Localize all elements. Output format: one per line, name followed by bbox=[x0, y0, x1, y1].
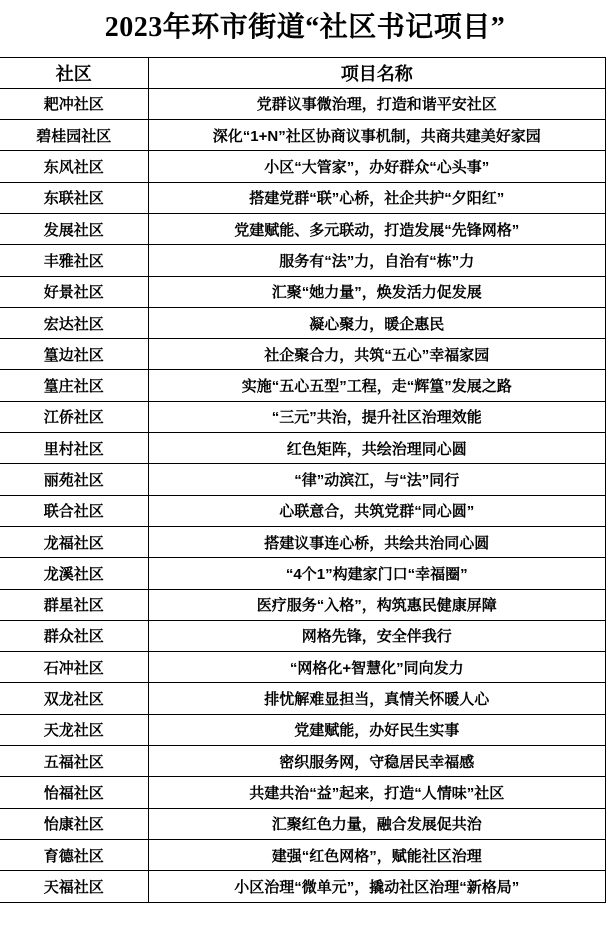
project-cell: 医疗服务“入格”，构筑惠民健康屏障 bbox=[148, 589, 606, 620]
project-cell: 汇聚红色力量，融合发展促共治 bbox=[148, 808, 606, 839]
project-cell: 党群议事微治理，打造和谐平安社区 bbox=[148, 88, 606, 119]
table-row bbox=[0, 495, 606, 526]
table-row bbox=[0, 307, 606, 338]
table-row bbox=[0, 182, 606, 213]
table-row bbox=[0, 464, 606, 495]
community-cell: 育德社区 bbox=[0, 839, 148, 870]
table-row bbox=[0, 433, 606, 464]
community-cell: 联合社区 bbox=[0, 495, 148, 526]
project-cell: 小区“大管家”，办好群众“心头事” bbox=[148, 151, 606, 182]
table-row bbox=[0, 151, 606, 182]
community-cell: 龙福社区 bbox=[0, 526, 148, 557]
table-row bbox=[0, 370, 606, 401]
community-cell: 天福社区 bbox=[0, 871, 148, 902]
community-cell: 宏达社区 bbox=[0, 307, 148, 338]
project-table bbox=[0, 57, 606, 903]
table-row bbox=[0, 652, 606, 683]
project-cell: 搭建党群“联”心桥，社企共护“夕阳红” bbox=[148, 182, 606, 213]
community-cell: 怡福社区 bbox=[0, 777, 148, 808]
project-cell: 网格先锋，安全伴我行 bbox=[148, 620, 606, 651]
project-cell: 共建共治“益”起来，打造“人情味”社区 bbox=[148, 777, 606, 808]
community-cell: 龙溪社区 bbox=[0, 558, 148, 589]
community-cell: 篁边社区 bbox=[0, 339, 148, 370]
project-cell: “网格化+智慧化”同向发力 bbox=[148, 652, 606, 683]
table-row bbox=[0, 839, 606, 870]
project-cell: “三元”共治，提升社区治理效能 bbox=[148, 401, 606, 432]
project-cell: 党建赋能，办好民生实事 bbox=[148, 714, 606, 745]
project-cell: 汇聚“她力量”，焕发活力促发展 bbox=[148, 276, 606, 307]
table-row bbox=[0, 620, 606, 651]
project-cell: 深化“1+N”社区协商议事机制，共商共建美好家园 bbox=[148, 120, 606, 151]
column-header-project: 项目名称 bbox=[148, 57, 606, 88]
project-cell: 排忧解难显担当，真情关怀暖人心 bbox=[148, 683, 606, 714]
page-title: 2023年环市街道“社区书记项目” bbox=[104, 12, 506, 43]
community-cell: 江侨社区 bbox=[0, 401, 148, 432]
project-cell: “律”动滨江，与“法”同行 bbox=[148, 464, 606, 495]
project-cell: 建强“红色网格”，赋能社区治理 bbox=[148, 839, 606, 870]
community-cell: 耙冲社区 bbox=[0, 88, 148, 119]
table-row bbox=[0, 871, 606, 902]
community-cell: 篁庄社区 bbox=[0, 370, 148, 401]
project-cell: 红色矩阵，共绘治理同心圆 bbox=[148, 433, 606, 464]
project-cell: 社企聚合力，共筑“五心”幸福家园 bbox=[148, 339, 606, 370]
table-row bbox=[0, 213, 606, 244]
table-header bbox=[0, 57, 606, 88]
table-row bbox=[0, 401, 606, 432]
community-cell: 好景社区 bbox=[0, 276, 148, 307]
community-cell: 群众社区 bbox=[0, 620, 148, 651]
community-cell: 怡康社区 bbox=[0, 808, 148, 839]
community-cell: 里村社区 bbox=[0, 433, 148, 464]
community-cell: 东联社区 bbox=[0, 182, 148, 213]
table-row bbox=[0, 276, 606, 307]
project-cell: 心联意合，共筑党群“同心圆” bbox=[148, 495, 606, 526]
table-row bbox=[0, 777, 606, 808]
community-cell: 丰雅社区 bbox=[0, 245, 148, 276]
table-row bbox=[0, 589, 606, 620]
project-cell: 密织服务网，守稳居民幸福感 bbox=[148, 746, 606, 777]
community-cell: 石冲社区 bbox=[0, 652, 148, 683]
table-row bbox=[0, 339, 606, 370]
project-cell: 凝心聚力，暖企惠民 bbox=[148, 307, 606, 338]
table-row bbox=[0, 88, 606, 119]
table-row bbox=[0, 808, 606, 839]
table-row bbox=[0, 526, 606, 557]
community-cell: 天龙社区 bbox=[0, 714, 148, 745]
community-cell: 碧桂园社区 bbox=[0, 120, 148, 151]
project-cell: 党建赋能、多元联动，打造发展“先锋网格” bbox=[148, 213, 606, 244]
community-cell: 丽苑社区 bbox=[0, 464, 148, 495]
project-cell: “4个1”构建家门口“幸福圈” bbox=[148, 558, 606, 589]
table-row bbox=[0, 120, 606, 151]
table-row bbox=[0, 683, 606, 714]
community-cell: 东风社区 bbox=[0, 151, 148, 182]
project-cell: 搭建议事连心桥，共绘共治同心圆 bbox=[148, 526, 606, 557]
project-cell: 服务有“法”力，自治有“栋”力 bbox=[148, 245, 606, 276]
project-cell: 实施“五心五型”工程，走“辉篁”发展之路 bbox=[148, 370, 606, 401]
document-page bbox=[0, 9, 610, 945]
column-header-community: 社区 bbox=[0, 57, 148, 88]
community-cell: 五福社区 bbox=[0, 746, 148, 777]
header-row bbox=[0, 57, 606, 88]
table-row bbox=[0, 746, 606, 777]
table-row bbox=[0, 245, 606, 276]
table-body bbox=[0, 88, 606, 902]
community-cell: 群星社区 bbox=[0, 589, 148, 620]
project-cell: 小区治理“微单元”，撬动社区治理“新格局” bbox=[148, 871, 606, 902]
community-cell: 双龙社区 bbox=[0, 683, 148, 714]
table-row bbox=[0, 714, 606, 745]
community-cell: 发展社区 bbox=[0, 213, 148, 244]
table-row bbox=[0, 558, 606, 589]
